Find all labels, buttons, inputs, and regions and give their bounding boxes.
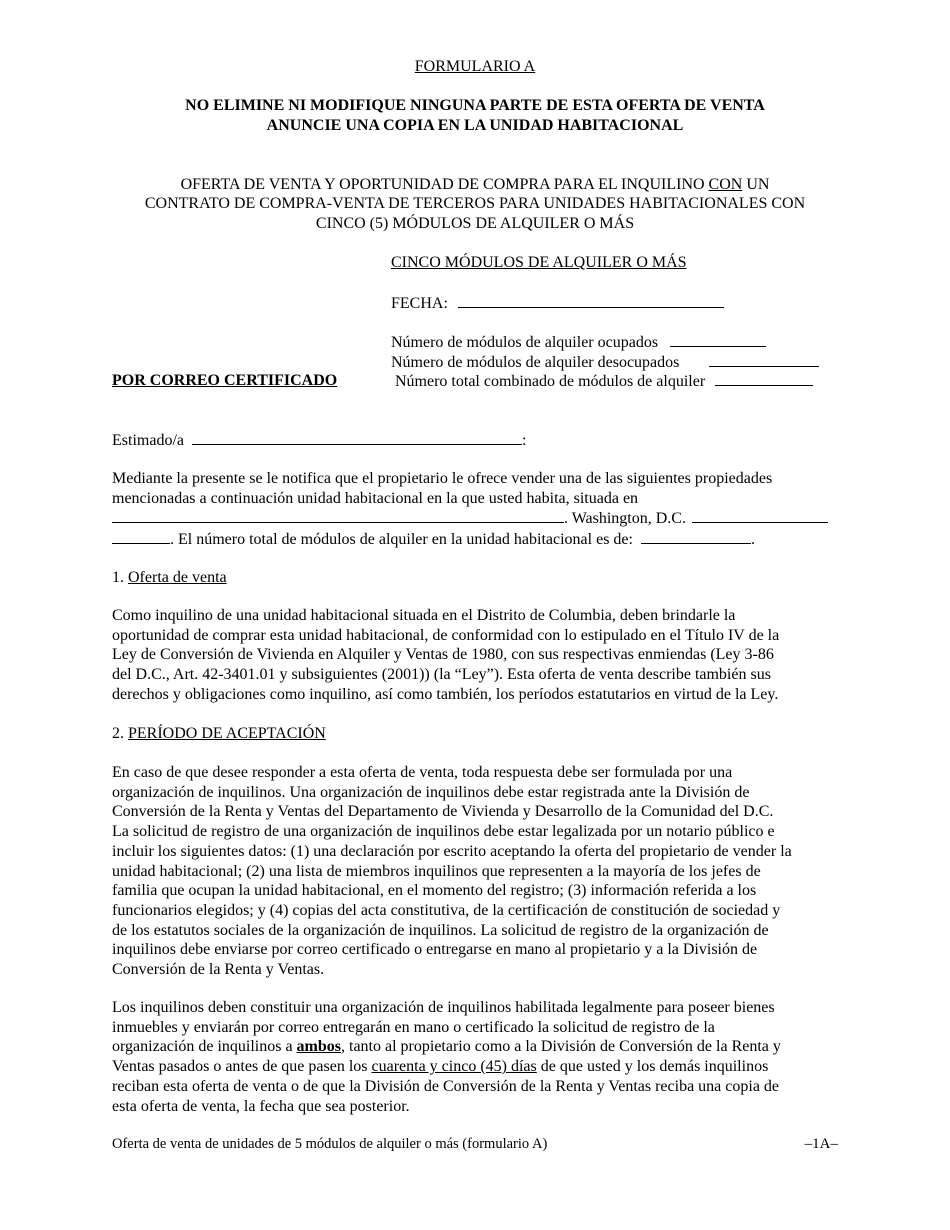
paragraph-line: de los estatutos sociales de la organización de inquilinos. La solicitud de registro de la organización de — [112, 921, 769, 939]
occupied-label: Número de módulos de alquiler ocupados — [391, 334, 659, 351]
warning-line-1: NO ELIMINE NI MODIFIQUE NINGUNA PARTE DE ESTA OFERTA DE VENTA — [185, 97, 765, 114]
text-run: , tanto al propietario como a la División de Conversión de la Renta y — [341, 1038, 781, 1056]
paragraph-line: En caso de que desee responder a esta oferta de venta, toda respuesta debe ser formulada por una — [112, 764, 733, 781]
paragraph-line: esta oferta de venta, la fecha que sea posterior. — [112, 1097, 410, 1115]
total-row — [395, 371, 813, 392]
emphasis-45-days: cuarenta y cinco (45) días — [371, 1058, 537, 1076]
unoccupied-row — [391, 352, 819, 373]
washington-text: . Washington, D.C. — [564, 510, 686, 528]
paragraph-line: oportunidad de comprar esta unidad habitacional, de conformidad con lo estipulado en el Título IV de la — [112, 626, 780, 644]
address-field[interactable] — [112, 508, 564, 523]
date-field[interactable] — [458, 293, 724, 308]
text-run: de que usted y los demás inquilinos — [536, 1058, 769, 1076]
section-2-paragraph-2 — [112, 998, 840, 1116]
paragraph-line: incluir los siguientes datos: (1) una declaración por escrito aceptando la oferta del propietario de vender la — [112, 842, 792, 860]
paragraph-line — [112, 1057, 840, 1077]
page-number: –1A– — [804, 1136, 838, 1152]
title-text: UN — [742, 176, 770, 193]
title-line-1 — [0, 175, 950, 195]
period: . — [750, 531, 755, 549]
title-con-underlined: CON — [708, 176, 743, 193]
warning-line-2: ANUNCIE UNA COPIA EN LA UNIDAD HABITACIONAL — [266, 117, 684, 134]
certified-mail-label: POR CORREO CERTIFICADO — [112, 372, 338, 389]
paragraph-line: del D.C., Art. 42-3401.01 y subsiguientes (2001)) (la “Ley”). Esta oferta de venta describe también sus — [112, 666, 771, 684]
greeting-label: Estimado/a — [112, 432, 184, 449]
paragraph-line: Conversión de la Renta y Ventas. — [112, 961, 325, 979]
paragraph-line: inmuebles y enviarán por correo entregarán en mano o certificado la solicitud de registro de la — [112, 1018, 715, 1036]
occupied-row — [391, 332, 766, 353]
notice-line: Mediante la presente se le notifica que el propietario le ofrece vender una de las siguientes propiedades — [112, 470, 773, 487]
section-heading-text: PERÍODO DE ACEPTACIÓN — [128, 725, 326, 742]
notice-line: mencionadas a continuación unidad habitacional en la que usted habita, situada en — [112, 489, 639, 507]
paragraph-line — [112, 1037, 840, 1057]
address-continued-field[interactable] — [692, 508, 828, 523]
section-number: 1. — [112, 569, 124, 586]
title-text: OFERTA DE VENTA Y OPORTUNIDAD DE COMPRA PARA EL INQUILINO — [180, 176, 709, 193]
title-line-2: CONTRATO DE COMPRA-VENTA DE TERCEROS PARA UNIDADES HABITACIONALES CON — [144, 195, 806, 212]
text-run: organización de inquilinos a — [112, 1038, 297, 1056]
date-row — [391, 293, 724, 314]
greeting-row — [112, 430, 526, 451]
total-field[interactable] — [715, 371, 813, 386]
address-end-field[interactable] — [112, 529, 170, 544]
unoccupied-label: Número de módulos de alquiler desocupados — [391, 354, 680, 371]
text-run: Ventas pasados o antes de que pasen los — [112, 1058, 372, 1076]
section-2-paragraph-1 — [112, 763, 840, 980]
total-units-text: . El número total de módulos de alquiler en la unidad habitacional es de: — [170, 531, 633, 549]
paragraph-line: Los inquilinos deben constituir una organización de inquilinos habilitada legalmente para poseer bienes — [112, 999, 775, 1016]
section-1-paragraph — [112, 606, 840, 705]
emphasis-ambos: ambos — [296, 1038, 341, 1056]
paragraph-line: La solicitud de registro de una organización de inquilinos debe estar legalizada por un notario público e — [112, 823, 775, 841]
footer-left: Oferta de venta de unidades de 5 módulos de alquiler o más (formulario A) — [112, 1136, 548, 1152]
notice-paragraph — [112, 469, 840, 550]
paragraph-line: Ley de Conversión de Vivienda en Alquiler y Ventas de 1980, con sus respectivas enmiendas (Ley 3-86 — [112, 646, 774, 664]
recipient-name-field[interactable] — [192, 430, 522, 445]
paragraph-line: Conversión de la Renta y Ventas del Departamento de Vivienda y Desarrollo de la Comunidad del D.C. — [112, 803, 774, 821]
total-units-field[interactable] — [641, 529, 751, 544]
total-label: Número total combinado de módulos de alquiler — [395, 373, 706, 390]
date-label: FECHA: — [391, 295, 448, 312]
info-subtitle: CINCO MÓDULOS DE ALQUILER O MÁS — [391, 254, 687, 271]
paragraph-line: unidad habitacional; (2) una lista de miembros inquilinos que representen a la mayoría de los jefes de — [112, 862, 761, 880]
paragraph-line: Como inquilino de una unidad habitacional situada en el Distrito de Columbia, deben brindarle la — [112, 607, 736, 624]
section-1-heading — [112, 568, 227, 588]
greeting-colon: : — [521, 432, 527, 449]
paragraph-line: organización de inquilinos. Una organización de inquilinos debe estar registrada ante la División de — [112, 783, 750, 801]
section-heading-text: Oferta de venta — [128, 569, 227, 586]
paragraph-line: inquilinos debe enviarse por correo certificado o entregarse en mano al propietario y a la División de — [112, 941, 758, 959]
paragraph-line: funcionarios elegidos; y (4) copias del acta constitutiva, de la certificación de constitución de sociedad y — [112, 901, 781, 919]
paragraph-line: derechos y obligaciones como inquilino, así como también, los períodos estatutarios en virtud de la Ley. — [112, 685, 779, 703]
section-number: 2. — [112, 725, 124, 742]
notice-address-line — [112, 508, 840, 529]
paragraph-line: familia que ocupan la unidad habitacional, en el momento del registro; (3) información referida a los — [112, 882, 757, 900]
title-line-3: CINCO (5) MÓDULOS DE ALQUILER O MÁS — [315, 215, 635, 232]
paragraph-line: reciban esta oferta de venta o de que la División de Conversión de la Renta y Ventas reciba una copia de — [112, 1077, 780, 1095]
notice-total-line — [112, 529, 840, 550]
section-2-heading — [112, 724, 326, 744]
occupied-field[interactable] — [670, 332, 766, 347]
unoccupied-field[interactable] — [709, 352, 819, 367]
form-title: FORMULARIO A — [414, 58, 536, 75]
